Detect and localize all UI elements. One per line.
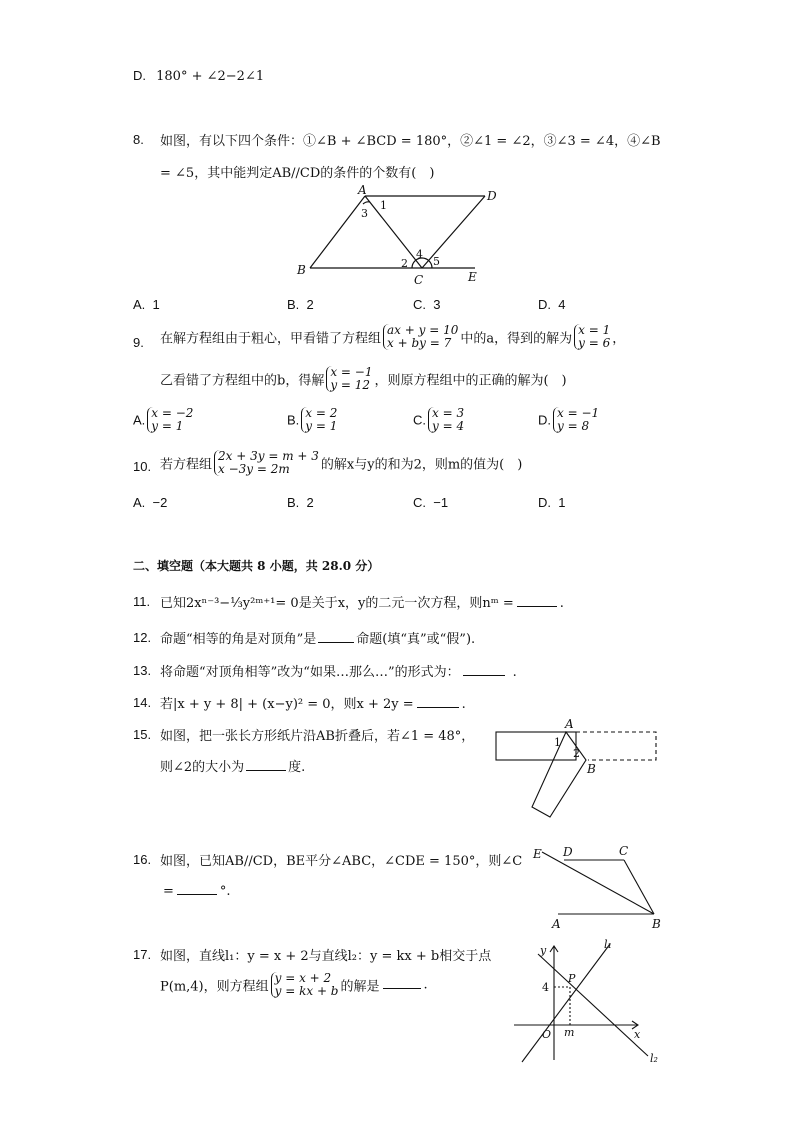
q9-option-b: B. x = 2 y = 1 [287, 406, 338, 433]
q12-number: 12. [133, 630, 152, 645]
m-label: m [564, 1026, 575, 1039]
q8-option-d: D. 4 [538, 297, 566, 312]
answer-blank[interactable] [383, 976, 421, 989]
option-text: 180° + ∠2−2∠1 [156, 69, 265, 84]
label-D: D [487, 189, 497, 203]
origin-label: O [542, 1028, 552, 1041]
q8-option-c: C. 3 [413, 297, 441, 312]
q17-system: y = x + 2 y = kx + b [271, 972, 339, 998]
q17-number: 17. [133, 947, 152, 962]
angle-4: 4 [416, 248, 423, 261]
q8-text-line2: = ∠5，其中能判定AB//CD的条件的个数有( ) [160, 166, 435, 181]
q8-figure [290, 182, 510, 292]
answer-blank[interactable] [463, 663, 505, 676]
section-title: 二、填空题（本大题共 8 小题，共 28.0 分） [133, 559, 380, 573]
q14-number: 14. [133, 695, 152, 710]
label-A: A [358, 183, 367, 197]
q14-text: 若|x + y + 8| + (x−y)² = 0，则x + 2y = . [160, 697, 466, 712]
q17-figure [508, 932, 668, 1067]
answer-blank[interactable] [318, 630, 354, 643]
label-E: E [468, 270, 477, 284]
q9-solution-1: x = 1 y = 6 [574, 324, 610, 350]
q11-number: 11. [133, 594, 151, 609]
answer-blank[interactable] [517, 594, 557, 607]
label-B: B [297, 263, 306, 277]
q9-line2: 乙看错了方程组中的b，得解x = −1 y = 12 ，则原方程组中的正确的解为( ) [160, 365, 567, 392]
q10-option-c: C. −1 [413, 495, 449, 510]
label-B: B [652, 917, 661, 931]
answer-blank[interactable] [177, 882, 217, 895]
q16-text-line2: = °. [163, 884, 231, 899]
q16-figure [528, 838, 668, 934]
q8-text-line1: 如图，有以下四个条件：①∠B + ∠BCD = 180°，②∠1 = ∠2，③∠3 = ∠4，④∠B [160, 134, 661, 149]
option-label: D. [133, 68, 146, 83]
q8-option-b: B. 2 [287, 297, 314, 312]
q15-figure [490, 715, 665, 820]
q9-line1: 在解方程组由于粗心，甲看错了方程组ax + y = 10 x + by = 7 中的a，得到的解为x = 1 y = 6 ， [160, 323, 626, 350]
q9-option-a: A. x = −2 y = 1 [133, 406, 194, 433]
q16-number: 16. [133, 852, 152, 867]
four-label: 4 [542, 981, 549, 994]
q9-system-1: ax + y = 10 x + by = 7 [383, 324, 458, 350]
angle-5: 5 [433, 255, 440, 268]
q13-number: 13. [133, 663, 152, 678]
label-C: C [619, 844, 629, 858]
q17-text-line1: 如图，直线l₁：y = x + 2与直线l₂：y = kx + b相交于点 [160, 949, 492, 964]
angle-3: 3 [361, 207, 368, 220]
l1-label: l₁ [604, 938, 612, 951]
q11-text: 已知2xⁿ⁻³−⅓y²ᵐ⁺¹= 0是关于x，y的二元一次方程，则nᵐ = . [160, 596, 564, 611]
q10-line: 若方程组2x + 3y = m + 3 x −3y = 2m 的解x与y的和为2，则m的值为( ) [160, 449, 523, 476]
angle-1: 1 [380, 199, 387, 212]
q10-system: 2x + 3y = m + 3 x −3y = 2m [214, 450, 319, 476]
q10-number: 10. [133, 459, 152, 474]
label-E: E [533, 847, 542, 861]
q9-solution-2: x = −1 y = 12 [326, 366, 372, 392]
axis-x-label: x [634, 1028, 641, 1041]
q9-number: 9. [133, 335, 144, 350]
angle-2: 2 [401, 257, 408, 270]
label-A: A [552, 917, 561, 931]
point-P-label: P [568, 972, 576, 985]
label-A: A [565, 717, 574, 731]
q8-option-a: A. 1 [133, 297, 160, 312]
angle-2: 2 [573, 747, 580, 760]
q10-option-d: D. 1 [538, 495, 566, 510]
q9-option-d: D. x = −1 y = 8 [538, 406, 600, 433]
line-l1 [522, 944, 610, 1062]
q9-option-c: C. x = 3 y = 4 [413, 406, 465, 433]
q17-text-line2: P(m,4)，则方程组y = x + 2 y = kx + b 的解是 . [160, 971, 428, 998]
q16-text-line1: 如图，已知AB//CD，BE平分∠ABC，∠CDE = 150°，则∠C [160, 854, 523, 869]
q12-text: 命题“相等的角是对顶角”是 命题(填“真”或“假”). [160, 632, 476, 647]
q8-number: 8. [133, 132, 144, 147]
q10-option-a: A. −2 [133, 495, 168, 510]
label-D: D [563, 845, 573, 859]
label-B: B [587, 762, 596, 776]
label-C: C [414, 273, 424, 287]
q13-text: 将命题“对顶角相等”改为“如果…那么…”的形式为： . [160, 665, 517, 680]
answer-blank[interactable] [246, 758, 286, 771]
answer-blank[interactable] [417, 695, 459, 708]
axis-y-label: y [540, 944, 547, 957]
q15-number: 15. [133, 727, 152, 742]
q15-text-line2: 则∠2的大小为 度. [160, 760, 306, 775]
q7-option-d [133, 68, 264, 84]
angle-1: 1 [554, 736, 561, 749]
l2-label: l₂ [650, 1052, 658, 1065]
q15-text-line1: 如图，把一张长方形纸片沿AB折叠后，若∠1 = 48°， [160, 729, 475, 744]
q10-option-b: B. 2 [287, 495, 314, 510]
